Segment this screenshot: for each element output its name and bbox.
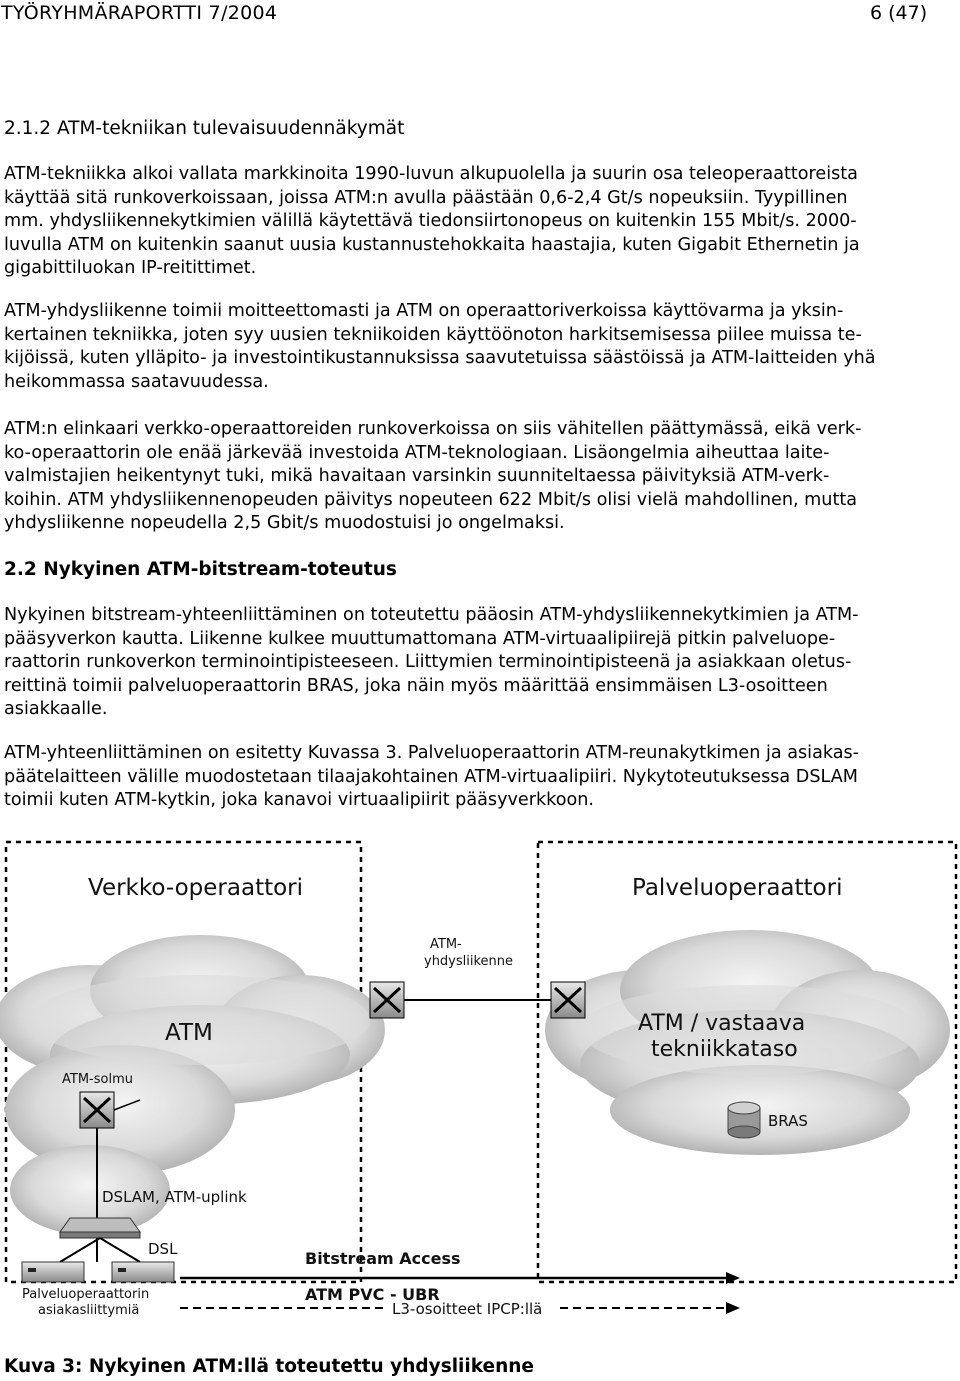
text-line: raattorin runkoverkon terminointipisteeseen. Liittymien terminointipisteenä ja asiakkaan oletus- <box>4 652 852 672</box>
text-line: ATM:n elinkaari verkko-operaattoreiden runkoverkoissa on siis vähitellen päättymässä, eikä verk- <box>4 419 862 439</box>
bras-router-icon <box>728 1102 760 1138</box>
text-line: heikommassa saatavuudessa. <box>4 371 269 392</box>
l3-label: L3-osoitteet IPCP:llä <box>392 1300 543 1318</box>
dslam-device-icon <box>60 1218 140 1238</box>
section-paragraph-1 <box>4 604 956 722</box>
text-line: gigabittiluokan IP-reitittimet. <box>4 258 257 278</box>
text-line: ATM-yhdysliikenne toimii moitteettomasti ja ATM on operaattoriverkoissa käyttövarma ja yksin- <box>4 301 844 321</box>
paragraph-3 <box>4 418 956 536</box>
text-line: mm. yhdysliikennekytkimien välillä käytettävä tiedonsiirtonopeus on kuitenkin 155 Mbit/s. 2000- <box>4 211 857 231</box>
text-line: käyttää sitä runkoverkoissaan, joissa ATM:n avulla päästään 0,6-2,4 Gt/s nopeuksiin. Tyypillinen <box>4 187 848 208</box>
text-line: toimii kuten ATM-kytkin, joka kanavoi virtuaalipiirit pääsyverkkoon. <box>4 790 594 810</box>
text-line: asiakkaalle. <box>4 699 108 719</box>
network-diagram <box>0 830 960 1330</box>
text-line: ko-operaattorin ole enää järkevää investoida ATM-teknologiaan. Lisäongelmia aiheuttaa laite- <box>4 442 830 463</box>
atm-node-switch-icon <box>80 1092 114 1128</box>
bitstream-label-2: ATM PVC - UBR <box>305 1285 440 1304</box>
bras-label: BRAS <box>768 1112 808 1130</box>
figure-caption: Kuva 3: Nykyinen ATM:llä toteutettu yhdysliikenne <box>4 1356 534 1377</box>
text-line: valmistajien heikentynyt tuki, mikä havaitaan varsinkin suunniteltaessa päivityksiä ATM-verk- <box>4 466 830 486</box>
customer-label-1: Palveluoperaattorin <box>22 1287 150 1302</box>
right-cloud-label-2: tekniikkataso <box>651 1037 798 1062</box>
atm-link-label-2: yhdysliikenne <box>424 954 514 969</box>
text-line: ATM-yhteenliittäminen on esitetty Kuvassa 3. Palveluoperaattorin ATM-reunakytkimen ja asiakas- <box>4 743 860 763</box>
l3-arrowhead <box>726 1302 740 1314</box>
text-line: ATM-tekniikka alkoi vallata markkinoita 1990-luvun alkupuolella ja suurin osa teleoperaattoreista <box>4 164 858 184</box>
dsl-label: DSL <box>148 1240 178 1258</box>
text-line: Nykyinen bitstream-yhteenliittäminen on toteutettu pääosin ATM-yhdysliikennekytkimien ja ATM- <box>4 605 859 625</box>
customer-label-2: asiakasliittymiä <box>38 1303 140 1318</box>
atm-link-label-1: ATM- <box>430 937 462 952</box>
subsection-heading: 2.1.2 ATM-tekniikan tulevaisuudennäkymät <box>4 118 405 139</box>
text-line: päätelaitteen välille muodostetaan tilaajakohtainen ATM-virtuaalipiiri. Nykytoteutuksessa DSLAM <box>4 766 858 787</box>
header-title: TYÖRYHMÄRAPORTTI 7/2004 <box>1 2 278 24</box>
right-cloud-label-1: ATM / vastaava <box>638 1011 806 1036</box>
text-line: yhdysliikenne nopeudella 2,5 Gbit/s muodostuisi jo ongelmaksi. <box>4 513 565 533</box>
right-edge-switch-icon <box>551 982 585 1018</box>
customer-modem-icon <box>22 1262 84 1282</box>
text-line: kertainen tekniikka, joten syy uusien tekniikoiden käyttöönoton harkitsemisessa piilee muissa te- <box>4 324 862 345</box>
section-heading: 2.2 Nykyinen ATM-bitstream-toteutus <box>4 559 397 580</box>
dslam-label: DSLAM, ATM-uplink <box>102 1188 247 1206</box>
customer-modem-icon <box>112 1262 174 1282</box>
dsl-line-right <box>100 1238 140 1262</box>
page-number: 6 (47) <box>870 2 928 24</box>
left-box-title: Verkko-operaattori <box>88 875 304 901</box>
dsl-line-left <box>60 1238 100 1262</box>
right-box-title: Palveluoperaattori <box>632 875 843 901</box>
text-line: luvulla ATM on kuitenkin saanut uusia kustannustehokkaita haastajia, kuten Gigabit Ethernetin ja <box>4 234 860 255</box>
paragraph-2 <box>4 300 956 394</box>
left-edge-switch-icon <box>370 982 404 1018</box>
text-line: koihin. ATM yhdysliikennenopeuden päivitys nopeuteen 622 Mbit/s olisi vielä mahdollinen, mutta <box>4 489 858 510</box>
left-cloud-label: ATM <box>165 1020 213 1046</box>
text-line: pääsyverkon kautta. Liikenne kulkee muuttumattomana ATM-virtuaalipiirejä pitkin palveluope- <box>4 628 836 649</box>
section-paragraph-2 <box>4 742 956 813</box>
bitstream-label-1: Bitstream Access <box>305 1249 461 1268</box>
paragraph-1 <box>4 163 956 281</box>
text-line: reittinä toimii palveluoperaattorin BRAS, joka näin myös määrittää ensimmäisen L3-osoitteen <box>4 675 828 696</box>
text-line: kijöissä, kuten ylläpito- ja investointikustannuksissa saavutetuissa säästöissä ja ATM-laitteiden yhä <box>4 348 876 368</box>
atm-node-label: ATM-solmu <box>62 1072 133 1087</box>
